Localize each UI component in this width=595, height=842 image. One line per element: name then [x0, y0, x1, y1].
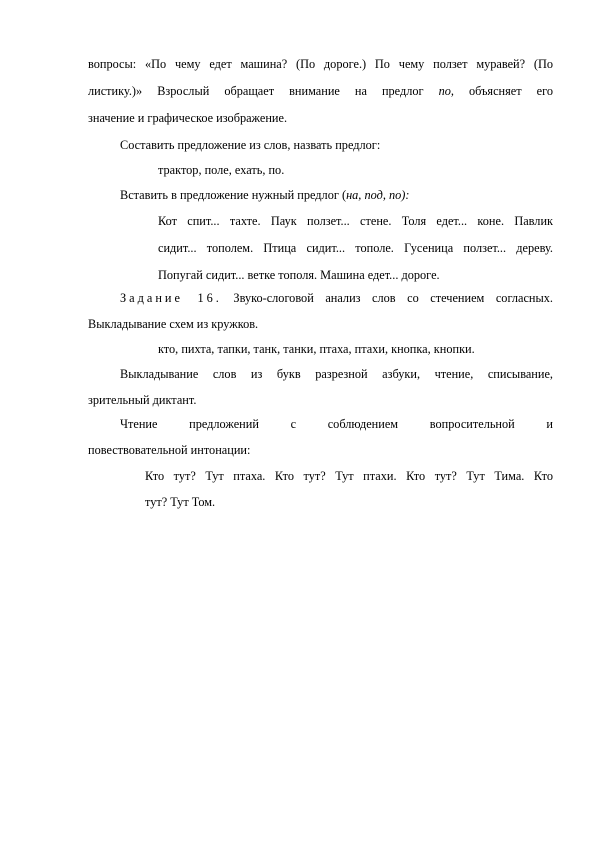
prepositions-emphasis: на, под, по — [346, 188, 402, 202]
task-16-line-1 — [120, 285, 553, 311]
exercise-sentences-line-2: сидит... тополем. Птица сидит... тополе. Гусеница ползет... дереву. — [158, 241, 553, 255]
paragraph-6-line-1: Выкладывание слов из букв разрезной азбуки, чтение, списывание, — [120, 367, 553, 381]
paragraph-1-line-2 — [88, 78, 553, 104]
exercise-sentences-line-1: Кот спит... тахте. Паук ползет... стене. Толя едет... коне. Павлик — [158, 214, 553, 228]
paragraph-3-text-b: ): — [401, 188, 410, 202]
paragraph-1-line-1: вопросы: «По чему едет машина? (По дороге.) По чему ползет муравей? (По — [88, 57, 553, 71]
paragraph-6-line-2: зрительный диктант. — [88, 393, 197, 407]
task-16-word-list: кто, пихта, тапки, танк, танки, птаха, птахи, кнопка, кнопки. — [158, 342, 475, 356]
paragraph-2-line-1: Составить предложение из слов, назвать предлог: — [120, 138, 381, 152]
paragraph-2-word-list: трактор, поле, ехать, по. — [158, 163, 285, 177]
task-16-description: Звуко-слоговой анализ слов со стечением согласных. — [221, 291, 553, 305]
paragraph-1-line-3: значение и графическое изображение. — [88, 111, 288, 125]
preposition-emphasis: по, — [438, 84, 454, 98]
example-dialogue-line-1: Кто тут? Тут птаха. Кто тут? Тут птахи. Кто тут? Тут Тима. Кто — [145, 469, 553, 483]
paragraph-1-line-2-text-a: листику.)» Взрослый обращает внимание на предлог — [88, 84, 439, 98]
paragraph-7-line-2: повествовательной интонации: — [88, 443, 251, 457]
task-16-label: Задание 16. — [120, 291, 222, 305]
paragraph-1-line-2-text-b: объясняет его — [453, 84, 553, 98]
paragraph-3-line-1 — [120, 182, 409, 208]
paragraph-3-text-a: Вставить в предложение нужный предлог ( — [120, 188, 347, 202]
example-dialogue-line-2: тут? Тут Том. — [145, 495, 216, 509]
exercise-sentences-line-3: Попугай сидит... ветке тополя. Машина едет... дороге. — [158, 268, 440, 282]
paragraph-7-line-1: Чтение предложений с соблюдением вопросительной и — [120, 417, 553, 431]
task-16-line-2: Выкладывание схем из кружков. — [88, 317, 259, 331]
